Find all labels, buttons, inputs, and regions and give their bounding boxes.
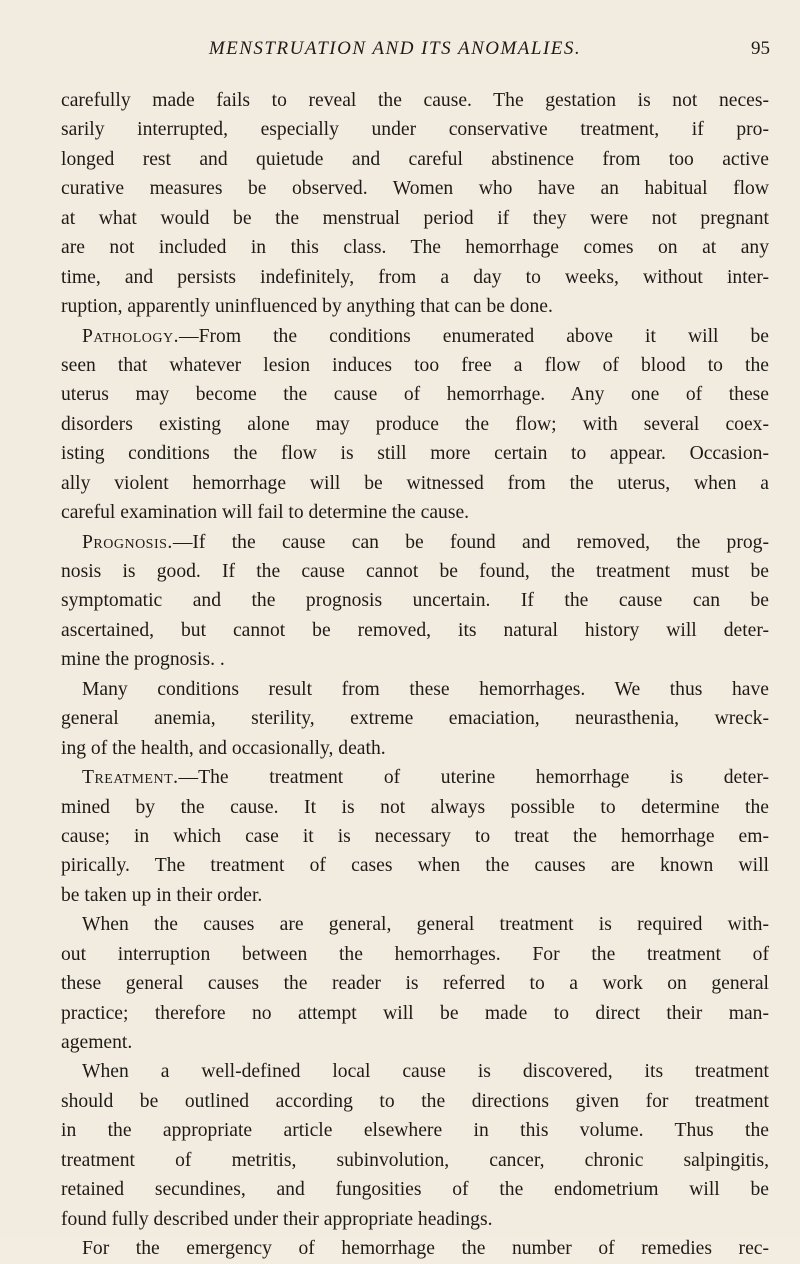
text-line: seen that whatever lesion induces too free a flow of blood to the — [61, 354, 769, 376]
text-line: When a well-defined local cause is discovered, its treatment — [82, 1061, 769, 1083]
text-line: When the causes are general, general treatment is required with- — [82, 914, 769, 936]
text-line: isting conditions the flow is still more certain to appear. Occasion- — [61, 443, 769, 465]
running-head — [60, 38, 770, 64]
body-text — [61, 86, 769, 1264]
text-line: time, and persists indefinitely, from a day to weeks, without inter- — [61, 266, 769, 288]
text-line: are not included in this class. The hemorrhage comes on at any — [61, 237, 769, 259]
text-line: general anemia, sterility, extreme emaciation, neurasthenia, wreck- — [61, 708, 769, 730]
text-line: curative measures be observed. Women who have an habitual flow — [61, 178, 769, 200]
section-heading-treatment: Treatment. — [82, 767, 179, 789]
text-line: at what would be the menstrual period if they were not pregnant — [61, 207, 769, 229]
text-run: —The treatment of uterine hemorrhage is deter- — [178, 767, 769, 789]
text-line: pirically. The treatment of cases when the causes are known will — [61, 855, 769, 877]
text-run: —From the conditions enumerated above it will be — [179, 325, 769, 347]
text-line: mined by the cause. It is not always possible to determine the — [61, 796, 769, 818]
text-line: ally violent hemorrhage will be witnessed from the uterus, when a — [61, 472, 769, 494]
text-line: mine the prognosis. . — [61, 649, 225, 671]
text-line: treatment of metritis, subinvolution, cancer, chronic salpingitis, — [61, 1149, 769, 1171]
running-title: MENSTRUATION AND ITS ANOMALIES. — [208, 38, 582, 59]
text-line: Many conditions result from these hemorrhages. We thus have — [82, 678, 769, 700]
text-line: in the appropriate article elsewhere in this volume. Thus the — [61, 1120, 769, 1142]
text-line: careful examination will fail to determine the cause. — [61, 502, 470, 524]
text-line: be taken up in their order. — [61, 884, 263, 906]
text-line: retained secundines, and fungosities of the endometrium will be — [61, 1179, 769, 1201]
section-first-line — [61, 322, 769, 351]
text-line: For the emergency of hemorrhage the number of remedies rec- — [82, 1238, 769, 1260]
text-line: found fully described under their appropriate headings. — [61, 1208, 493, 1230]
text-line: ascertained, but cannot be removed, its natural history will deter- — [61, 619, 769, 641]
text-line: nosis is good. If the cause cannot be found, the treatment must be — [61, 561, 769, 582]
text-line: longed rest and quietude and careful abstinence from too active — [61, 148, 769, 170]
section-first-line — [61, 528, 769, 557]
text-line: symptomatic and the prognosis uncertain. If the cause can be — [61, 590, 769, 612]
text-line: should be outlined according to the directions given for treatment — [61, 1090, 769, 1112]
text-line: ruption, apparently uninfluenced by anything that can be done. — [61, 296, 553, 318]
text-line: agement. — [61, 1032, 133, 1053]
text-line: carefully made fails to reveal the cause. The gestation is not neces- — [61, 90, 769, 111]
text-line: uterus may become the cause of hemorrhage. Any one of these — [61, 384, 769, 406]
text-line: out interruption between the hemorrhages. For the treatment of — [61, 943, 769, 965]
section-first-line — [61, 763, 769, 792]
text-line: cause; in which case it is necessary to treat the hemorrhage em- — [61, 825, 769, 847]
page-number: 95 — [751, 38, 770, 59]
text-line: practice; therefore no attempt will be made to direct their man- — [61, 1002, 769, 1024]
section-heading-prognosis: Prognosis. — [82, 531, 173, 553]
text-line: sarily interrupted, especially under conservative treatment, if pro- — [61, 119, 769, 141]
text-line: ing of the health, and occasionally, death. — [61, 737, 386, 759]
text-run: —If the cause can be found and removed, the prog- — [172, 531, 769, 553]
text-line: these general causes the reader is referred to a work on general — [61, 973, 769, 995]
text-line: disorders existing alone may produce the flow; with several coex- — [61, 413, 769, 435]
section-heading-pathology: Pathology. — [82, 325, 180, 347]
